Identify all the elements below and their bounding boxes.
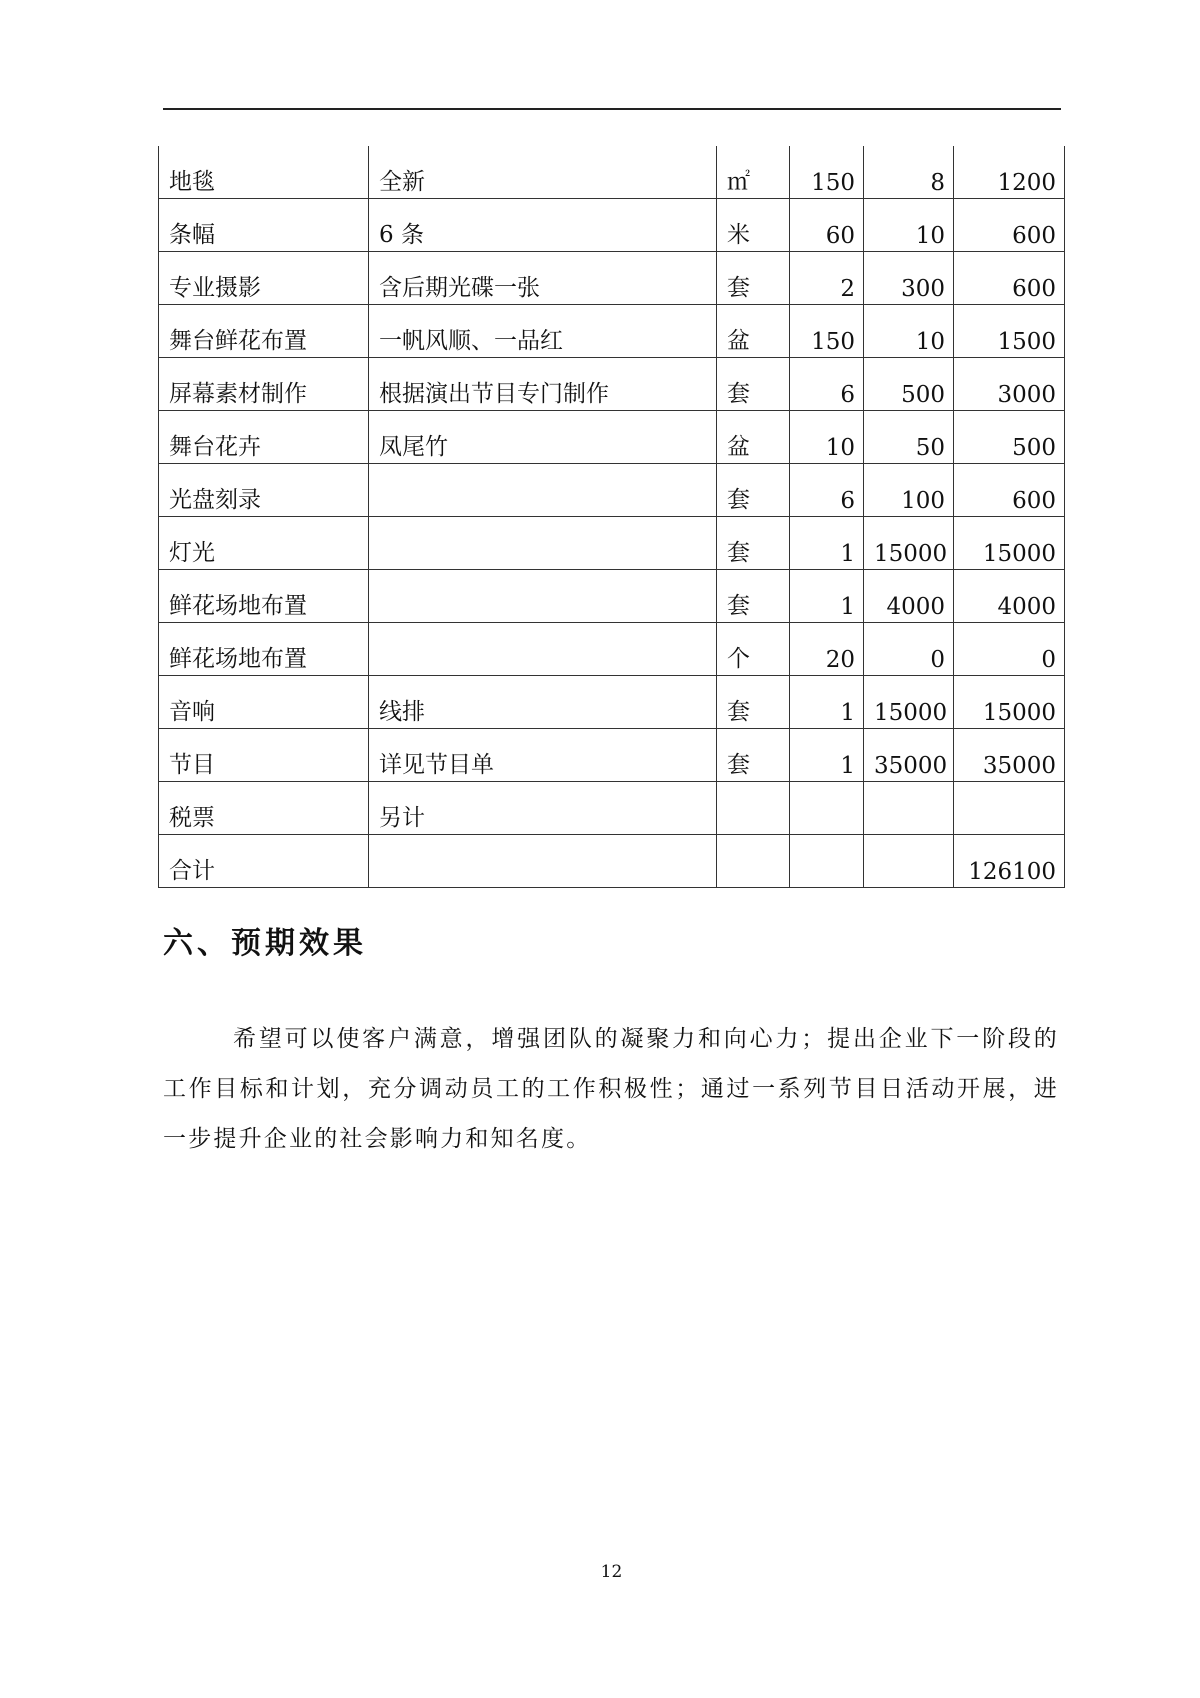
cell-total: 600 — [954, 464, 1065, 517]
table-row — [159, 623, 1065, 676]
cell-description — [369, 517, 717, 570]
cell-item: 税票 — [159, 782, 369, 835]
cell-item: 屏幕素材制作 — [159, 358, 369, 411]
cell-quantity — [790, 782, 864, 835]
table-row — [159, 146, 1065, 199]
cell-unit-price — [864, 835, 954, 888]
page-number: 12 — [600, 1562, 623, 1582]
budget-table — [158, 146, 1065, 888]
cell-quantity: 1 — [790, 517, 864, 570]
cell-quantity: 150 — [790, 305, 864, 358]
cell-description — [369, 570, 717, 623]
cell-item: 合计 — [159, 835, 369, 888]
cell-unit-price: 500 — [864, 358, 954, 411]
cell-description — [369, 835, 717, 888]
cell-unit: 米 — [717, 199, 790, 252]
cell-unit-price: 50 — [864, 411, 954, 464]
cell-unit-price: 35000 — [864, 729, 954, 782]
cell-quantity: 1 — [790, 676, 864, 729]
cell-quantity: 6 — [790, 358, 864, 411]
cell-item: 条幅 — [159, 199, 369, 252]
cell-description: 详见节目单 — [369, 729, 717, 782]
table-row — [159, 835, 1065, 888]
cell-total: 500 — [954, 411, 1065, 464]
cell-description: 凤尾竹 — [369, 411, 717, 464]
cell-total: 15000 — [954, 676, 1065, 729]
cell-quantity: 2 — [790, 252, 864, 305]
cell-unit: 盆 — [717, 411, 790, 464]
cell-quantity: 60 — [790, 199, 864, 252]
cell-total: 3000 — [954, 358, 1065, 411]
cell-item: 音响 — [159, 676, 369, 729]
cell-unit: 套 — [717, 729, 790, 782]
table-row — [159, 517, 1065, 570]
cell-unit-price: 15000 — [864, 676, 954, 729]
table-row — [159, 464, 1065, 517]
cell-quantity: 20 — [790, 623, 864, 676]
cell-unit-price: 8 — [864, 146, 954, 199]
cell-item: 灯光 — [159, 517, 369, 570]
cell-quantity: 1 — [790, 729, 864, 782]
table-row — [159, 570, 1065, 623]
cell-unit-price: 15000 — [864, 517, 954, 570]
cell-item: 舞台鲜花布置 — [159, 305, 369, 358]
cell-total: 35000 — [954, 729, 1065, 782]
cell-description: 6 条 — [369, 199, 717, 252]
section-heading: 六、预期效果 — [163, 926, 367, 961]
cell-description — [369, 464, 717, 517]
table-row — [159, 729, 1065, 782]
cell-quantity — [790, 835, 864, 888]
cell-unit-price: 300 — [864, 252, 954, 305]
table-row — [159, 676, 1065, 729]
cell-item: 舞台花卉 — [159, 411, 369, 464]
cell-item: 鲜花场地布置 — [159, 570, 369, 623]
cell-quantity: 10 — [790, 411, 864, 464]
cell-unit-price: 4000 — [864, 570, 954, 623]
cell-unit — [717, 835, 790, 888]
table-row — [159, 199, 1065, 252]
cell-description: 根据演出节目专门制作 — [369, 358, 717, 411]
cell-unit — [717, 782, 790, 835]
table-row — [159, 782, 1065, 835]
cell-quantity: 6 — [790, 464, 864, 517]
cell-total: 15000 — [954, 517, 1065, 570]
cell-unit-price — [864, 782, 954, 835]
cell-quantity: 1 — [790, 570, 864, 623]
cell-unit: 套 — [717, 676, 790, 729]
table-row — [159, 305, 1065, 358]
cell-unit: 套 — [717, 517, 790, 570]
cell-unit-price: 10 — [864, 305, 954, 358]
cell-item: 节目 — [159, 729, 369, 782]
budget-table-body — [159, 146, 1065, 888]
cell-item: 鲜花场地布置 — [159, 623, 369, 676]
cell-total: 600 — [954, 199, 1065, 252]
cell-unit-price: 0 — [864, 623, 954, 676]
table-row — [159, 411, 1065, 464]
cell-unit-price: 100 — [864, 464, 954, 517]
cell-total: 1500 — [954, 305, 1065, 358]
cell-total: 600 — [954, 252, 1065, 305]
cell-description: 含后期光碟一张 — [369, 252, 717, 305]
body-paragraph: 希望可以使客户满意，增强团队的凝聚力和向心力；提出企业下一阶段的工作目标和计划，充分调动员工的工作积极性；通过一系列节目日活动开展，进一步提升企业的社会影响力和知名度。 — [163, 1026, 1059, 1152]
cell-item: 光盘刻录 — [159, 464, 369, 517]
cell-unit: 盆 — [717, 305, 790, 358]
table-row — [159, 358, 1065, 411]
cell-quantity: 150 — [790, 146, 864, 199]
cell-description: 线排 — [369, 676, 717, 729]
cell-unit: 套 — [717, 358, 790, 411]
cell-description — [369, 623, 717, 676]
cell-total: 126100 — [954, 835, 1065, 888]
cell-unit: 套 — [717, 464, 790, 517]
cell-description: 一帆风顺、一品红 — [369, 305, 717, 358]
cell-description: 另计 — [369, 782, 717, 835]
cell-total: 1200 — [954, 146, 1065, 199]
cell-item: 专业摄影 — [159, 252, 369, 305]
cell-total — [954, 782, 1065, 835]
cell-unit: 个 — [717, 623, 790, 676]
table-row — [159, 252, 1065, 305]
cell-unit: ㎡ — [717, 146, 790, 199]
header-rule — [163, 108, 1061, 110]
cell-unit-price: 10 — [864, 199, 954, 252]
cell-description: 全新 — [369, 146, 717, 199]
cell-total: 4000 — [954, 570, 1065, 623]
cell-unit: 套 — [717, 252, 790, 305]
cell-item: 地毯 — [159, 146, 369, 199]
cell-total: 0 — [954, 623, 1065, 676]
cell-unit: 套 — [717, 570, 790, 623]
